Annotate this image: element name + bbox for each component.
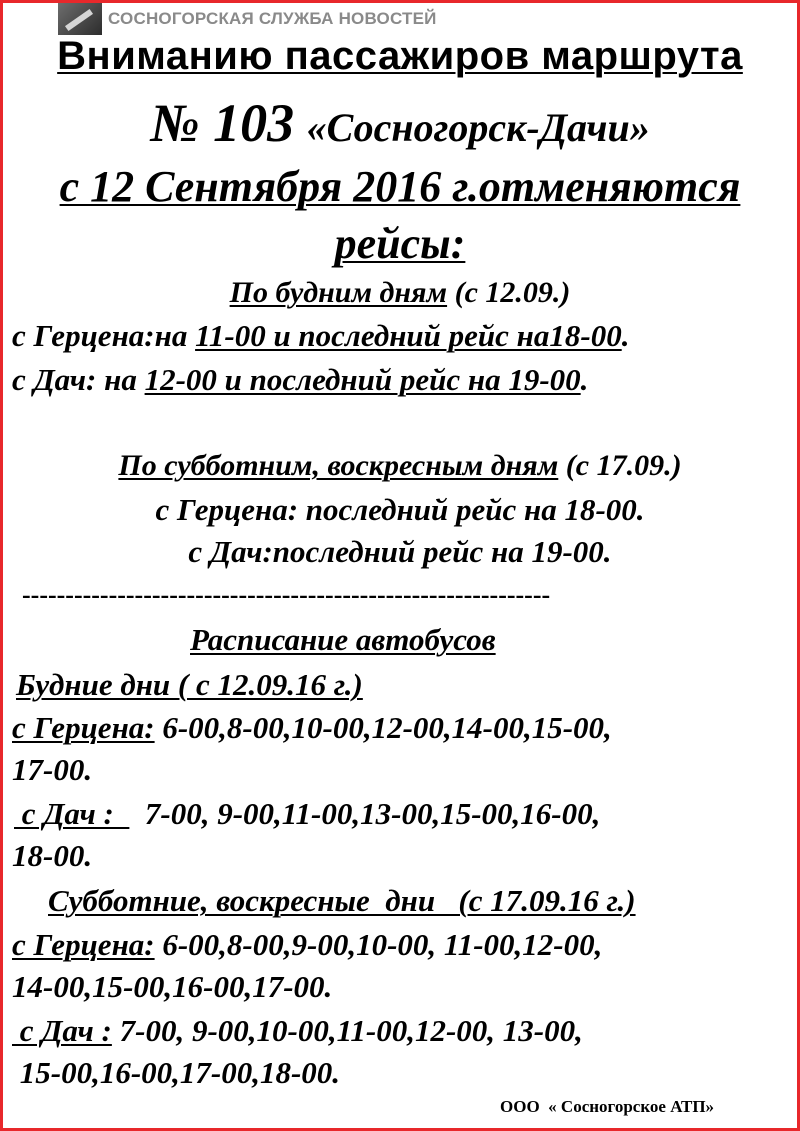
- schedule-weekend-gertsena-label: с Герцена:: [12, 927, 155, 962]
- cancel-gertsena-end: .: [621, 318, 630, 353]
- headline-cancel-date: с 12 Сентября 2016 г.отменяются: [59, 162, 741, 211]
- headline-route: [0, 92, 800, 154]
- schedule-weekdays-gertsena-times: 6-00,8-00,10-00,12-00,14-00,15-00,: [154, 710, 612, 745]
- schedule-weekdays-dachi-label: с Дач :: [14, 796, 130, 831]
- footer-company: ООО « Сосногорское АТП»: [500, 1097, 715, 1116]
- schedule-weekend-gertsena: [12, 927, 602, 963]
- schedule-weekend-gertsena-cont: 14-00,15-00,16-00,17-00.: [12, 969, 333, 1004]
- route-number: № 103: [150, 93, 295, 153]
- cancel-dachi-end: .: [580, 362, 589, 397]
- schedule-weekend-dachi: [12, 1013, 583, 1049]
- logo-text: СОСНОГОРСКАЯ СЛУЖБА НОВОСТЕЙ: [108, 9, 437, 28]
- schedule-weekend-dachi-times: 7-00, 9-00,10-00,11-00,12-00, 13-00,: [111, 1013, 583, 1048]
- headline-flights: рейсы:: [334, 219, 466, 268]
- cancel-weekend-date: (с 17.09.): [565, 449, 682, 482]
- cancel-weekend-dachi: с Дач:последний рейс на 19-00.: [188, 534, 612, 569]
- schedule-weekend-dachi-cont: 15-00,16-00,17-00,18-00.: [12, 1055, 341, 1090]
- schedule-weekdays-heading: Будние дни ( с 12.09.16 г.): [16, 667, 363, 702]
- cancel-weekdays-dachi: [12, 362, 588, 398]
- section-divider: -------------------------------------------------------------: [22, 580, 551, 609]
- cancel-weekdays-title: По будним дням: [229, 276, 448, 309]
- cancel-gertsena-prefix: с Герцена:на: [12, 318, 196, 353]
- cancel-weekdays-heading: [0, 276, 800, 310]
- schedule-weekend-dachi-label: с Дач :: [12, 1013, 112, 1048]
- cancel-gertsena-times: 11-00 и последний рейс на18-00: [195, 318, 622, 353]
- cancel-dachi-times: 12-00 и последний рейс на 19-00: [144, 362, 581, 397]
- schedule-weekend-heading: Субботние, воскресные дни (с 17.09.16 г.): [48, 883, 636, 918]
- cancel-dachi-prefix: с Дач: на: [12, 362, 145, 397]
- schedule-title: Расписание автобусов: [190, 622, 496, 657]
- schedule-weekdays-gertsena-cont: 17-00.: [12, 752, 93, 787]
- schedule-weekend-gertsena-times: 6-00,8-00,9-00,10-00, 11-00,12-00,: [154, 927, 603, 962]
- headline-attention: Вниманию пассажиров маршрута: [57, 34, 743, 78]
- schedule-weekdays-dachi-cont: 18-00.: [12, 838, 93, 873]
- cancel-weekend-title: По субботним, воскресным дням: [118, 449, 559, 482]
- cancel-weekend-heading: [0, 449, 800, 483]
- schedule-weekdays-dachi-times: 7-00, 9-00,11-00,13-00,15-00,16-00,: [129, 796, 601, 831]
- schedule-weekdays-gertsena: [12, 710, 612, 746]
- news-service-logo: [58, 3, 437, 35]
- schedule-weekdays-dachi: [14, 796, 600, 832]
- cancel-weekdays-date: (с 12.09.): [454, 276, 571, 309]
- cancel-weekend-gertsena: с Герцена: последний рейс на 18-00.: [155, 492, 645, 527]
- logo-icon: [58, 3, 102, 35]
- schedule-weekdays-gertsena-label: с Герцена:: [12, 710, 155, 745]
- route-name: «Сосногорск-Дачи»: [306, 105, 650, 150]
- cancel-weekdays-gertsena: [12, 318, 629, 354]
